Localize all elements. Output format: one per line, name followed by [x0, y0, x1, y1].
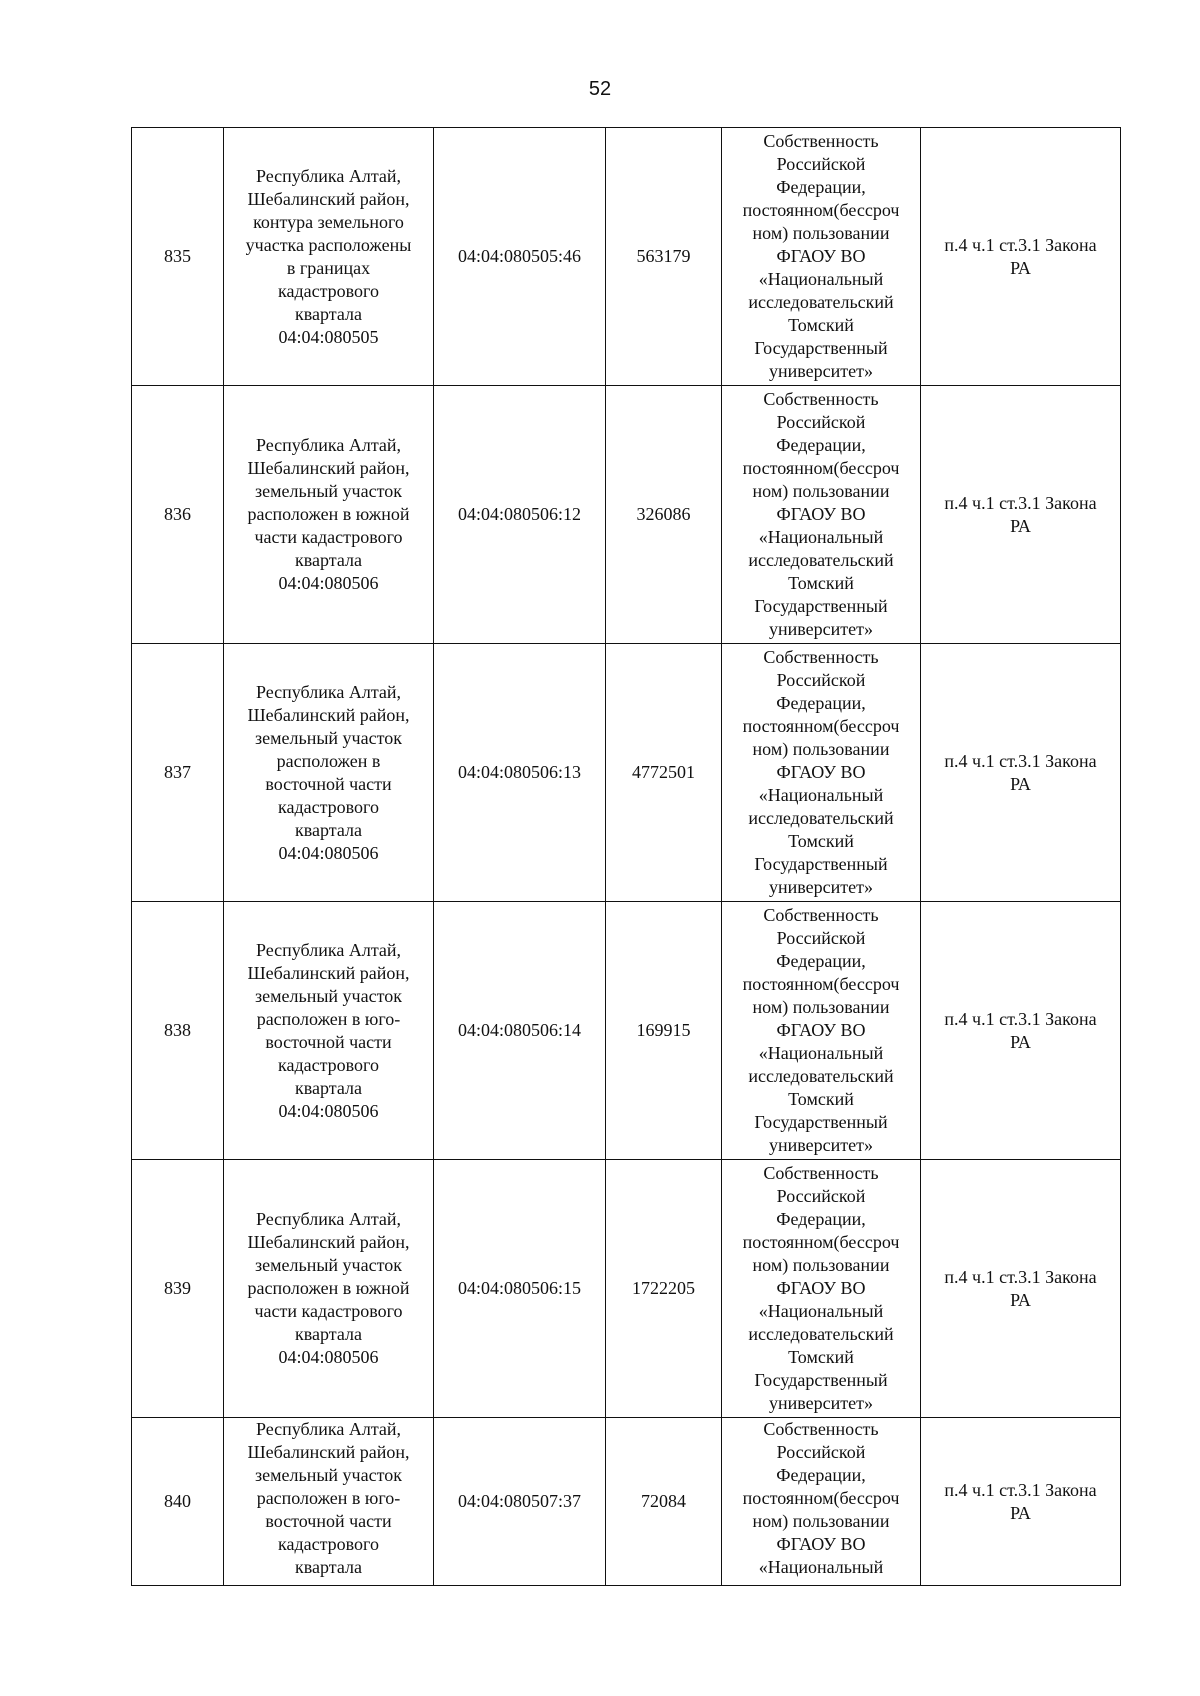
legal-basis: п.4 ч.1 ст.3.1 Закона РА: [944, 1479, 1097, 1523]
legal-basis-cell: [921, 644, 1121, 902]
row-number-cell: [132, 644, 224, 902]
location-address: Республика Алтай, Шебалинский район, земельный участок расположен в юго- восточной части кадастрового квартала: [247, 1419, 410, 1577]
legal-basis: п.4 ч.1 ст.3.1 Закона РА: [944, 492, 1097, 536]
row-number: 838: [164, 1020, 191, 1040]
area-cell: [606, 902, 722, 1160]
area-cell: [606, 1418, 722, 1586]
ownership-right-cell: [722, 1418, 921, 1586]
ownership-right-cell: [722, 644, 921, 902]
ownership-right: Собственность Российской Федерации, постоянном(бессроч ном) пользовании ФГАОУ ВО «Национальный исследовательский Томский Государственный университет»: [742, 131, 900, 381]
location-address: Республика Алтай, Шебалинский район, земельный участок расположен в южной части кадастрового квартала 04:04:080506: [247, 1209, 410, 1367]
area-cell: [606, 128, 722, 386]
row-number: 836: [164, 504, 191, 524]
ownership-right-cell: [722, 386, 921, 644]
area-value: 72084: [641, 1491, 686, 1511]
cadastral-number: 04:04:080507:37: [457, 1491, 581, 1511]
legal-basis-cell: [921, 128, 1121, 386]
area-value: 4772501: [632, 762, 695, 782]
area-cell: [606, 386, 722, 644]
table-row: [132, 902, 1121, 1160]
ownership-right-cell: [722, 902, 921, 1160]
address-cell: [224, 1418, 434, 1586]
ownership-right: Собственность Российской Федерации, постоянном(бессроч ном) пользовании ФГАОУ ВО «Национальный исследовательский Томский Государственный университет»: [742, 647, 900, 897]
address-cell: [224, 1160, 434, 1418]
ownership-right-cell: [722, 128, 921, 386]
row-number: 835: [164, 246, 191, 266]
area-value: 326086: [636, 504, 691, 524]
table-row: [132, 644, 1121, 902]
cadastral-number-cell: [434, 386, 606, 644]
page-number: 52: [588, 78, 612, 100]
area-value: 169915: [636, 1020, 691, 1040]
table-row: [132, 386, 1121, 644]
row-number-cell: [132, 1160, 224, 1418]
cadastral-number: 04:04:080505:46: [457, 246, 581, 266]
legal-basis-cell: [921, 902, 1121, 1160]
legal-basis: п.4 ч.1 ст.3.1 Закона РА: [944, 234, 1097, 278]
area-cell: [606, 1160, 722, 1418]
row-number: 840: [164, 1491, 191, 1511]
legal-basis: п.4 ч.1 ст.3.1 Закона РА: [944, 750, 1097, 794]
cadastral-number-cell: [434, 1418, 606, 1586]
cadastral-number-cell: [434, 128, 606, 386]
table-row: [132, 128, 1121, 386]
table-row: [132, 1418, 1121, 1586]
row-number-cell: [132, 128, 224, 386]
location-address: Республика Алтай, Шебалинский район, земельный участок расположен в восточной части кадастрового квартала 04:04:080506: [247, 681, 410, 863]
legal-basis: п.4 ч.1 ст.3.1 Закона РА: [944, 1008, 1097, 1052]
cadastral-number: 04:04:080506:13: [457, 762, 581, 782]
legal-basis-cell: [921, 1160, 1121, 1418]
ownership-right: Собственность Российской Федерации, постоянном(бессроч ном) пользовании ФГАОУ ВО «Национальный исследовательский Томский Государственный университет»: [742, 389, 900, 639]
cadastral-number-cell: [434, 902, 606, 1160]
row-number-cell: [132, 1418, 224, 1586]
row-number: 839: [164, 1278, 191, 1298]
location-address: Республика Алтай, Шебалинский район, земельный участок расположен в южной части кадастрового квартала 04:04:080506: [247, 435, 410, 593]
legal-basis-cell: [921, 386, 1121, 644]
land-registry-table: [131, 127, 1121, 1586]
ownership-right: Собственность Российской Федерации, постоянном(бессроч ном) пользовании ФГАОУ ВО «Национальный исследовательский Томский Государственный университет»: [742, 1163, 900, 1413]
area-cell: [606, 644, 722, 902]
area-value: 1722205: [632, 1278, 695, 1298]
cadastral-number-cell: [434, 644, 606, 902]
location-address: Республика Алтай, Шебалинский район, земельный участок расположен в юго- восточной части кадастрового квартала 04:04:080506: [247, 939, 410, 1121]
address-cell: [224, 386, 434, 644]
cadastral-number: 04:04:080506:12: [457, 504, 581, 524]
ownership-right: Собственность Российской Федерации, постоянном(бессроч ном) пользовании ФГАОУ ВО «Национальный исследовательский Томский Государственный университет»: [742, 905, 900, 1155]
ownership-right-cell: [722, 1160, 921, 1418]
address-cell: [224, 902, 434, 1160]
row-number-cell: [132, 386, 224, 644]
legal-basis-cell: [921, 1418, 1121, 1586]
address-cell: [224, 644, 434, 902]
ownership-right: Собственность Российской Федерации, постоянном(бессроч ном) пользовании ФГАОУ ВО «Национальный: [742, 1419, 900, 1577]
location-address: Республика Алтай, Шебалинский район, контура земельного участка расположены в границах кадастрового квартала 04:04:080505: [245, 165, 412, 347]
cadastral-number: 04:04:080506:14: [457, 1020, 581, 1040]
row-number-cell: [132, 902, 224, 1160]
cadastral-number: 04:04:080506:15: [457, 1278, 581, 1298]
legal-basis: п.4 ч.1 ст.3.1 Закона РА: [944, 1266, 1097, 1310]
area-value: 563179: [636, 246, 691, 266]
row-number: 837: [164, 762, 191, 782]
cadastral-number-cell: [434, 1160, 606, 1418]
address-cell: [224, 128, 434, 386]
table-row: [132, 1160, 1121, 1418]
